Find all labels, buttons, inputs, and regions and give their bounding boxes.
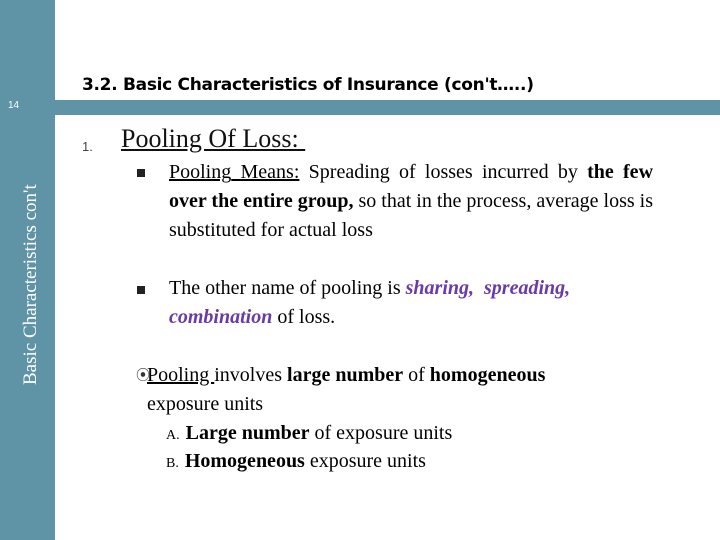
term-means: Means: [240,161,300,183]
phrase-few-over-group: the few over the entire group, [169,161,654,212]
slide-number: 14 [8,100,20,111]
sidebar-vertical-text: Basic Characteristics con't [20,184,41,385]
square-bullet-icon [137,169,145,177]
bullet-pooling-means: Pooling Means: Spreading of losses incurred by the few over the entire group, so that in the process, average loss is substituted for actual loss [169,161,654,241]
page-title: 3.2. Basic Characteristics of Insurance (con't…..) [82,75,534,95]
bullet-other-name: The other name of pooling is sharing, spreading, combination of loss. [169,277,571,328]
word-spreading: spreading, [484,277,571,299]
target-bullet-icon: ⦿ [136,368,150,384]
bullet-pooling-involves: Pooling involves large number of homogeneous exposure units [147,364,546,415]
term-pooling-2: Pooling [147,364,215,386]
sub-item-large-number: A. Large number of exposure units [166,422,453,444]
title-rule [55,100,720,115]
section-number: 1. [82,139,93,154]
term-pooling: Pooling [169,161,232,183]
section-heading-text: Pooling Of Loss: [121,124,306,153]
word-sharing: sharing, [405,277,474,299]
section-heading [121,124,305,154]
square-bullet-icon [137,286,145,294]
word-combination: combination [169,306,273,328]
sub-item-homogeneous: B. Homogeneous exposure units [166,450,426,472]
